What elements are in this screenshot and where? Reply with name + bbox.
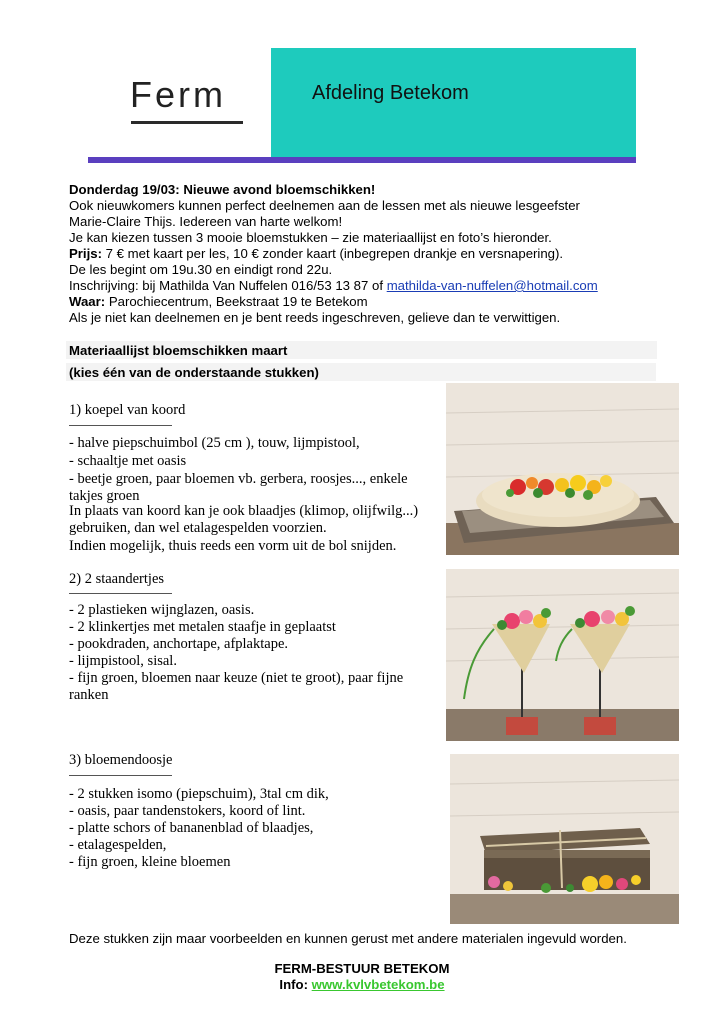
- item-line: gebruiken, dan wel etalagespelden voorzien.: [69, 520, 327, 536]
- photo-staandertjes: [446, 569, 679, 741]
- materials-subtitle: (kies één van de onderstaande stukken): [69, 365, 319, 380]
- item-line: ranken: [69, 687, 109, 703]
- intro-line: Als je niet kan deelnemen en je bent reeds ingeschreven, gelieve dan te verwittigen.: [69, 310, 561, 325]
- item-line: - schaaltje met oasis: [69, 453, 187, 469]
- item-line: - 2 stukken isomo (piepschuim), 3tal cm dik,: [69, 786, 329, 802]
- item-title: 3) bloemendoosje: [69, 752, 173, 768]
- item-line: - fijn groen, bloemen naar keuze (niet te groot), paar fijne: [69, 670, 404, 686]
- intro-line: Marie-Claire Thijs. Iedereen van harte welkom!: [69, 214, 343, 229]
- item-line: In plaats van koord kan je ook blaadjes (klimop, olijfwilg...): [69, 503, 419, 519]
- footer-info: Info: www.kvlvbetekom.be: [279, 977, 445, 992]
- event-heading: Donderdag 19/03: Nieuwe avond bloemschikken!: [69, 182, 376, 197]
- footer-organization: FERM-BESTUUR BETEKOM: [274, 961, 450, 976]
- staandertjes-illustration: [446, 569, 679, 741]
- logo-underline: [131, 121, 243, 124]
- item-line: - 2 plastieken wijnglazen, oasis.: [69, 602, 255, 618]
- materials-title: Materiaallijst bloemschikken maart: [69, 343, 288, 358]
- header-divider: [88, 157, 636, 163]
- item-rule: [69, 593, 172, 594]
- item-line: - beetje groen, paar bloemen vb. gerbera, roosjes..., enkele: [69, 471, 408, 487]
- intro-line: Ook nieuwkomers kunnen perfect deelnemen aan de lessen met als nieuwe lesgeefster: [69, 198, 580, 213]
- price-line: Prijs: 7 € met kaart per les, 10 € zonder kaart (inbegrepen drankje en versnapering).: [69, 246, 564, 261]
- item-title: 1) koepel van koord: [69, 402, 186, 418]
- item-line: Indien mogelijk, thuis reeds een vorm uit de bol snijden.: [69, 538, 397, 554]
- website-link[interactable]: www.kvlvbetekom.be: [311, 977, 445, 992]
- item-line: - pookdraden, anchortape, afplaktape.: [69, 636, 289, 652]
- ferm-logo: Ferm: [130, 74, 226, 115]
- intro-line: De les begint om 19u.30 en eindigt rond 22u.: [69, 262, 333, 277]
- item-line: - fijn groen, kleine bloemen: [69, 854, 231, 870]
- item-title: 2) 2 staandertjes: [69, 571, 165, 587]
- photo-koepel: [446, 383, 679, 555]
- page-title: Afdeling Betekom: [312, 82, 469, 104]
- item-line: - platte schors of bananenblad of blaadjes,: [69, 820, 314, 836]
- koepel-illustration: [446, 383, 679, 555]
- item-rule: [69, 775, 172, 776]
- item-rule: [69, 425, 172, 426]
- bloemendoosje-illustration: [450, 754, 679, 924]
- item-line: takjes groen: [69, 488, 140, 504]
- photo-bloemendoosje: [450, 754, 679, 924]
- item-line: - halve piepschuimbol (25 cm ), touw, lijmpistool,: [69, 435, 360, 451]
- item-line: - 2 klinkertjes met metalen staafje in geplaatst: [69, 619, 336, 635]
- registration-line: Inschrijving: bij Mathilda Van Nuffelen 016/53 13 87 of mathilda-van-nuffelen@hotmail.com: [69, 278, 598, 293]
- item-line: - etalagespelden,: [69, 837, 167, 853]
- intro-line: Je kan kiezen tussen 3 mooie bloemstukken – zie materiaallijst en foto’s hieronder.: [69, 230, 552, 245]
- footer-note: Deze stukken zijn maar voorbeelden en kunnen gerust met andere materialen ingevuld worden.: [69, 931, 627, 946]
- location-line: Waar: Parochiecentrum, Beekstraat 19 te Betekom: [69, 294, 368, 309]
- email-link[interactable]: mathilda-van-nuffelen@hotmail.com: [386, 278, 598, 293]
- item-line: - lijmpistool, sisal.: [69, 653, 177, 669]
- item-line: - oasis, paar tandenstokers, koord of lint.: [69, 803, 306, 819]
